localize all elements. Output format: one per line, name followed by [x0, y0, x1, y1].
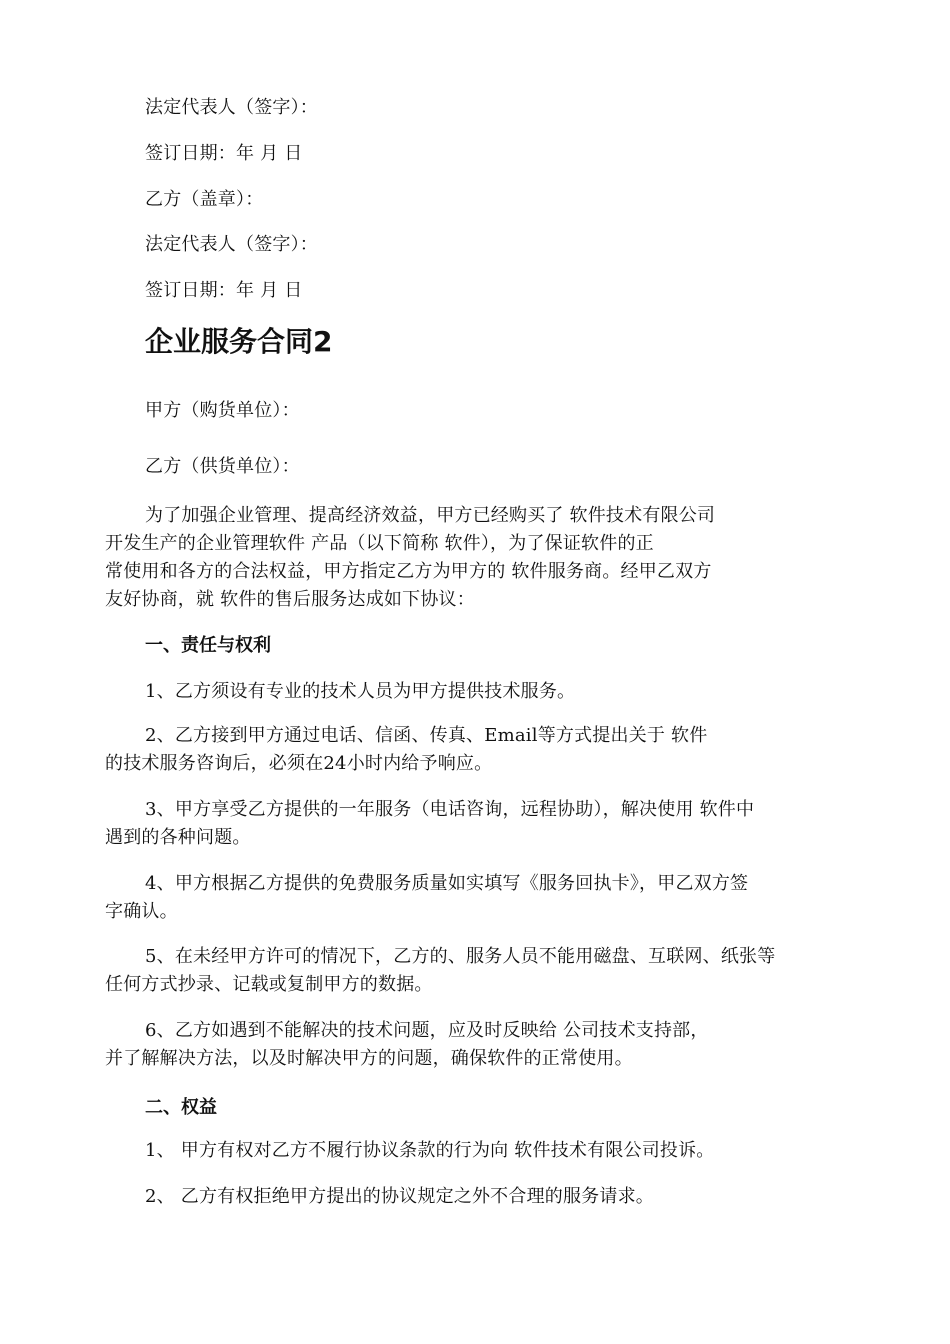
party-a-representative-signature: 法定代表人（签字）： [145, 97, 318, 118]
clause-line: 5、在未经甲方许可的情况下，乙方的、服务人员不能用磁盘、互联网、纸张等 [145, 946, 776, 967]
clause-line: 遇到的各种问题。 [105, 827, 251, 848]
clause-2-2: 2、 乙方有权拒绝甲方提出的协议规定之外不合理的服务请求。 [145, 1186, 654, 1207]
clause-1-6 [105, 1017, 709, 1073]
intro-line: 常使用和各方的合法权益，甲方指定乙方为甲方的 软件服务商。经甲乙双方 [105, 561, 712, 582]
section-heading-responsibilities: 一、责任与权利 [145, 635, 271, 656]
party-b-signing-date: 签订日期：年 月 日 [145, 280, 303, 301]
party-a-signing-date: 签订日期：年 月 日 [145, 143, 303, 164]
clause-2-1: 1、 甲方有权对乙方不履行协议条款的行为向 软件技术有限公司投诉。 [145, 1140, 715, 1161]
contract-title: 企业服务合同2 [145, 325, 333, 358]
section-heading-rights: 二、权益 [145, 1097, 217, 1118]
party-a-purchaser: 甲方（购货单位）： [145, 400, 300, 421]
clause-line: 字确认。 [105, 901, 178, 922]
party-b-supplier: 乙方（供货单位）： [145, 456, 300, 477]
intro-line: 为了加强企业管理、提高经济效益，甲方已经购买了 软件技术有限公司 [145, 505, 716, 526]
clause-line: 6、乙方如遇到不能解决的技术问题，应及时反映给 公司技术支持部， [145, 1020, 709, 1041]
clause-1-2 [105, 722, 707, 778]
intro-line: 友好协商，就 软件的售后服务达成如下协议： [105, 589, 475, 610]
clause-1-4 [105, 870, 748, 926]
party-b-representative-signature: 法定代表人（签字）： [145, 234, 318, 255]
clause-1-3 [105, 796, 754, 852]
clause-line: 3、甲方享受乙方提供的一年服务（电话咨询，远程协助），解决使用 软件中 [145, 799, 755, 820]
clause-line: 任何方式抄录、记载或复制甲方的数据。 [105, 974, 433, 995]
intro-paragraph [105, 502, 715, 614]
clause-line: 的技术服务咨询后，必须在24小时内给予响应。 [105, 753, 493, 774]
clause-1-1: 1、乙方须设有专业的技术人员为甲方提供技术服务。 [145, 681, 576, 702]
clause-line: 4、甲方根据乙方提供的免费服务质量如实填写《服务回执卡》，甲乙双方签 [145, 873, 749, 894]
clause-line: 2、乙方接到甲方通过电话、信函、传真、Email等方式提出关于 软件 [145, 725, 708, 746]
clause-1-5 [105, 943, 775, 999]
clause-line: 并了解解决方法，以及时解决甲方的问题，确保软件的正常使用。 [105, 1048, 633, 1069]
party-b-seal: 乙方（盖章）： [145, 189, 264, 210]
intro-line: 开发生产的企业管理软件 产品（以下简称 软件），为了保证软件的正 [105, 533, 654, 554]
